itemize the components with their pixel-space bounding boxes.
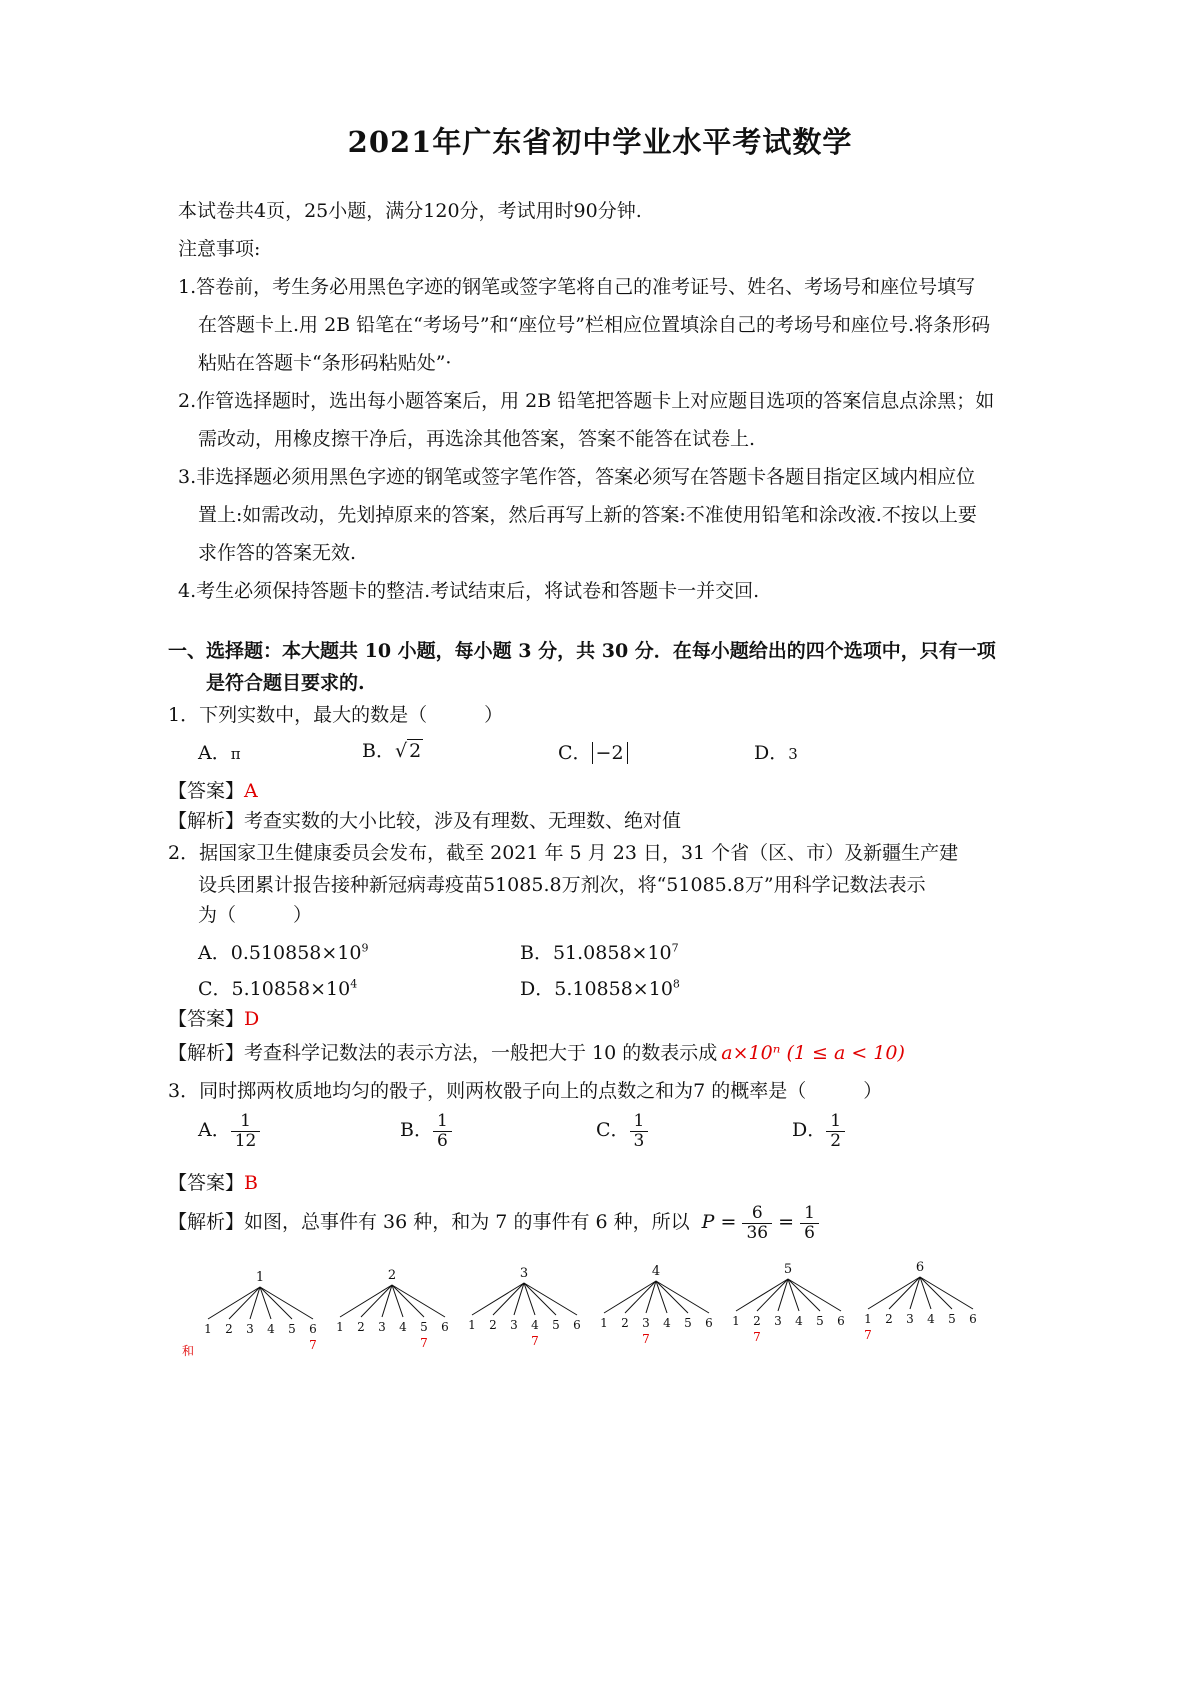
dice-tree-diagram [170,1255,1020,1365]
question-2-stem-line-2: 设兵团累计报告接种新冠病毒疫苗51085.8万剂次，将“51085.8万”用科学记数法表示 [198,874,926,896]
tree-root-label: 1 [255,1270,265,1285]
note-1-line-3: 粘贴在答题卡“条形码粘贴处”· [198,352,452,374]
tree-leaf-label: 6 [309,1322,317,1336]
q2-option-a: A．$0.510858\times 10^9$ [198,941,369,964]
tree-leaf-label: 3 [906,1312,914,1326]
q3-option-d: D． $\frac{1}{2}$ [792,1112,845,1150]
tree-leaf-label: 5 [552,1318,560,1332]
q3-answer: 【答案】B [168,1172,258,1194]
q3-analysis: 【解析】如图，总事件有 36 种，和为 7 的事件有 6 种，所以 P = $\frac{6}{36}$ = $\frac{1}{6}$ [168,1204,819,1242]
tree-leaf-label: 2 [489,1318,497,1332]
tree-leaf-label: 2 [357,1320,365,1334]
tree-leaf-label: 1 [468,1318,476,1332]
section-1-heading: 一、选择题：本大题共 10 小题，每小题 3 分，共 30 分．在每小题给出的四个选项中，只有一项 [168,640,996,662]
notice-heading: 注意事项: [178,238,261,260]
note-1-line-2: 在答题卡上.用 2B 铅笔在“考场号”和“座位号”栏相应位置填涂自己的考场号和座位号.将条形码 [198,314,991,336]
note-3-line-3: 求作答的答案无效. [198,542,357,564]
q3-option-c: C． $\frac{1}{3}$ [596,1112,648,1150]
note-4-line-1: 4.考生必须保持答题卡的整洁.考试结束后，将试卷和答题卡一并交回. [178,580,760,602]
tree-leaf-label: 5 [288,1322,296,1336]
tree-leaf-label: 6 [441,1320,449,1334]
question-1-stem: 1．下列实数中，最大的数是（ ） [168,704,504,726]
tree-leaf-label: 1 [600,1316,608,1330]
tree-leaf-label: 6 [837,1314,845,1328]
tree-leaf-label: 4 [927,1312,935,1326]
tree-leaf-label: 3 [642,1316,650,1330]
tree-leaf-label: 5 [684,1316,692,1330]
q1-option-c: C． −2 [558,738,628,765]
q1-option-d: D．3 [754,742,798,764]
tree-root-label: 2 [387,1268,397,1283]
tree-leaf-label: 1 [336,1320,344,1334]
tree-3 [468,1266,581,1348]
tree-5 [732,1262,845,1344]
tree-leaf-label: 5 [420,1320,428,1334]
tree-leaf-label: 2 [621,1316,629,1330]
sum-seven-mark: 7 [309,1338,317,1352]
sum-seven-mark: 7 [531,1334,539,1348]
q1-answer: 【答案】A [168,780,258,802]
tree-root-label: 4 [651,1264,661,1279]
tree-leaf-label: 3 [774,1314,782,1328]
q2-answer: 【答案】D [168,1008,260,1030]
exam-summary: 本试卷共4页，25小题，满分120分，考试用时90分钟. [178,200,642,222]
tree-leaf-label: 2 [753,1314,761,1328]
tree-4 [600,1264,713,1346]
question-3-stem: 3．同时掷两枚质地均匀的骰子，则两枚骰子向上的点数之和为7 的概率是（ ） [168,1080,883,1102]
question-2-stem-line-1: 2．据国家卫生健康委员会发布，截至 2021 年 5 月 23 日，31 个省（区、市）及新疆生产建 [168,842,959,864]
q3-option-a: A． $\frac{1}{12}$ [198,1112,260,1150]
note-1-line-1: 1.答卷前，考生务必用黑色字迹的钢笔或签字笔将自己的准考证号、姓名、考场号和座位号填写 [178,276,976,298]
tree-6 [864,1260,977,1342]
sum-seven-mark: 7 [864,1328,872,1342]
question-2-stem-line-3: 为（ ） [198,904,313,926]
note-2-line-1: 2.作管选择题时，选出每小题答案后，用 2B 铅笔把答题卡上对应题目选项的答案信息点涂黑；如 [178,390,995,412]
q2-analysis: 【解析】考查科学记数法的表示方法，一般把大于 10 的数表示成 a×10ⁿ (1 ≤ a < 10) [168,1042,905,1064]
tree-root-label: 6 [915,1260,925,1275]
q1-analysis: 【解析】考查实数的大小比较，涉及有理数、无理数、绝对值 [168,810,682,832]
note-3-line-1: 3.非选择题必须用黑色字迹的钢笔或签字笔作答，答案必须写在答题卡各题目指定区域内相应位 [178,466,976,488]
tree-leaf-label: 4 [531,1318,539,1332]
tree-leaf-label: 2 [225,1322,233,1336]
tree-root-label: 3 [519,1266,529,1281]
tree-leaf-label: 6 [705,1316,713,1330]
tree-leaf-label: 4 [267,1322,275,1336]
tree-leaf-label: 6 [969,1312,977,1326]
sum-seven-mark: 7 [642,1332,650,1346]
tree-root-label: 5 [783,1262,793,1277]
tree-leaf-label: 3 [246,1322,254,1336]
tree-leaf-label: 1 [204,1322,212,1336]
note-2-line-2: 需改动，用橡皮擦干净后，再选涂其他答案，答案不能答在试卷上. [198,428,756,450]
q2-option-d: D．$5.10858\times 10^8$ [520,977,680,1000]
tree-leaf-label: 4 [795,1314,803,1328]
tree-leaf-label: 4 [663,1316,671,1330]
section-1-heading-cont: 是符合题目要求的. [206,672,365,694]
tree-2 [336,1268,449,1350]
note-3-line-2: 置上:如需改动，先划掉原来的答案，然后再写上新的答案:不准使用铅笔和涂改液.不按以上要 [198,504,977,526]
tree-leaf-label: 4 [399,1320,407,1334]
q1-option-b: B．√ 2 [362,740,422,762]
q3-option-b: B． $\frac{1}{6}$ [400,1112,452,1150]
q1-option-a: A．π [198,742,241,764]
tree-leaf-label: 5 [816,1314,824,1328]
sum-seven-mark: 7 [753,1330,761,1344]
tree-leaf-label: 1 [732,1314,740,1328]
tree-leaf-label: 1 [864,1312,872,1326]
tree-leaf-label: 3 [378,1320,386,1334]
tree-leaf-label: 3 [510,1318,518,1332]
q2-option-c: C．$5.10858\times 10^4$ [198,977,358,1000]
tree-leaf-label: 6 [573,1318,581,1332]
tree-leaf-label: 2 [885,1312,893,1326]
page-title: 2021年广东省初中学业水平考试数学 [347,125,853,159]
sum-seven-mark: 7 [420,1336,428,1350]
tree-1 [204,1270,317,1352]
q2-option-b: B．$51.0858\times 10^7$ [520,941,679,964]
tree-leaf-label: 5 [948,1312,956,1326]
sum-label: 和 [182,1344,195,1358]
